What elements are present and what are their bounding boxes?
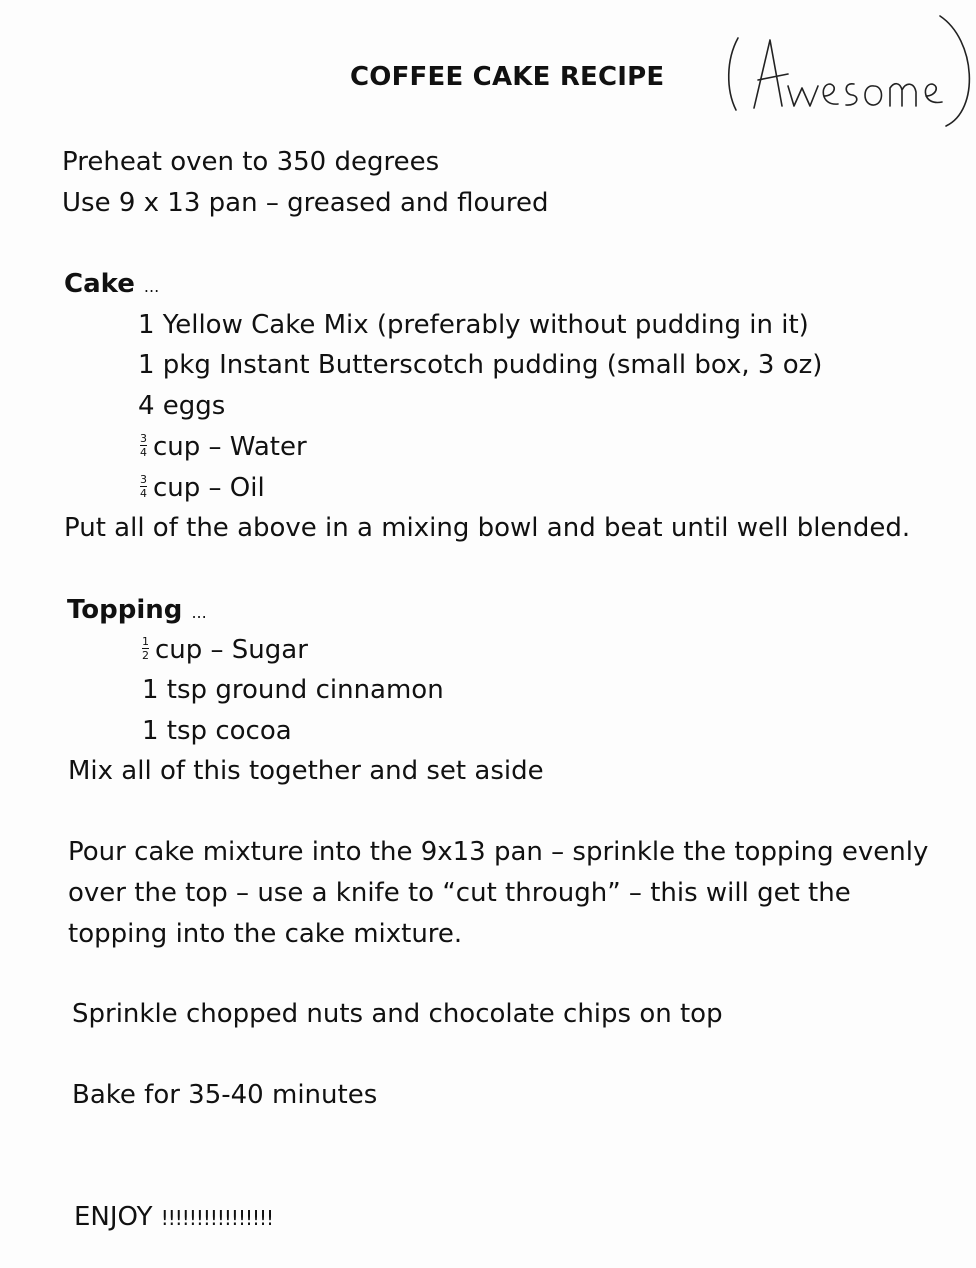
enjoy-line (74, 1201, 273, 1234)
ingredient-text: cup – Oil (153, 473, 265, 503)
enjoy-exclamations: !!!!!!!!!!!!!!!! (160, 1206, 274, 1230)
cake-ingredient: 1 Yellow Cake Mix (preferably without pudding in it) (138, 310, 809, 340)
cake-ingredient: 1 pkg Instant Butterscotch pudding (small box, 3 oz) (138, 350, 823, 380)
cake-ingredient: 4 eggs (138, 391, 226, 421)
step-line: topping into the cake mixture. (68, 919, 463, 949)
cake-heading-label: Cake (64, 269, 135, 299)
handwritten-awesome-annotation (718, 10, 974, 128)
cake-ingredient (140, 472, 265, 504)
topping-ingredient: 1 tsp cocoa (142, 716, 292, 746)
fraction: $\frac{3}{4}$ (140, 432, 147, 459)
intro-line-oven: Preheat oven to 350 degrees (62, 147, 440, 177)
topping-instruction: Mix all of this together and set aside (68, 756, 544, 786)
fraction: $\frac{1}{2}$ (142, 635, 149, 662)
topping-heading-label: Topping (67, 595, 183, 625)
topping-ingredient (142, 634, 308, 666)
topping-ingredient: 1 tsp ground cinnamon (142, 675, 444, 705)
cake-instruction: Put all of the above in a mixing bowl and beat until well blended. (64, 513, 911, 543)
intro-line-pan: Use 9 x 13 pan – greased and floured (62, 188, 549, 218)
step-line: Pour cake mixture into the 9x13 pan – sprinkle the topping evenly (68, 837, 929, 867)
topping-heading-dots: ... (191, 603, 207, 622)
ingredient-text: cup – Sugar (155, 635, 308, 665)
step-line: over the top – use a knife to “cut through” – this will get the (68, 878, 851, 908)
bake-instruction: Bake for 35-40 minutes (72, 1080, 378, 1110)
ingredient-text: cup – Water (153, 432, 307, 462)
enjoy-text: ENJOY (74, 1202, 153, 1232)
cake-ingredient (140, 431, 307, 463)
topping-heading (67, 594, 207, 629)
cake-heading-dots: ... (143, 277, 160, 296)
nuts-instruction: Sprinkle chopped nuts and chocolate chips on top (72, 999, 723, 1029)
fraction: $\frac{3}{4}$ (140, 473, 147, 500)
cake-heading (64, 268, 159, 303)
recipe-title: COFFEE CAKE RECIPE (350, 62, 665, 92)
